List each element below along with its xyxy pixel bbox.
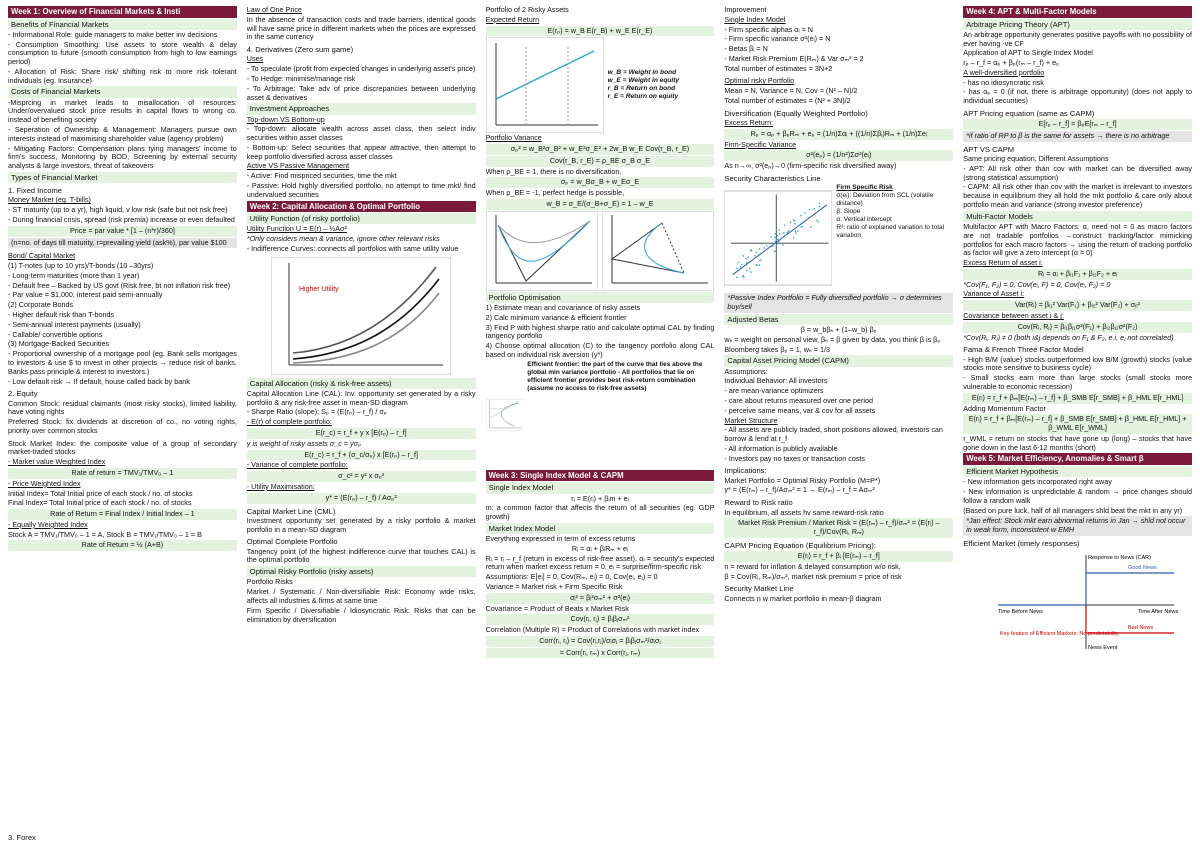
mf-text: Multifactor APT with Macro Factors: α, need not = 0 as macro factors are not tradable portfolios →construct tracking/factor mimicking portfolios for each macro factors → using the return of tracking portfolio as factor will give a zero intercept (α = 0) [963, 222, 1192, 258]
benefits-title: Benefits of Financial Markets [8, 19, 237, 30]
scatter-point [794, 220, 796, 222]
capm-line: - All assets are publicly traded, short positions allowed, investors can borrow & lend at r_f [724, 425, 943, 444]
impr-title: Improvement [724, 6, 767, 14]
scatter-point [805, 212, 807, 214]
scatter-point [777, 239, 779, 241]
bond-line: - Higher default risk than T-bonds [8, 310, 115, 320]
scatter-point [788, 230, 790, 232]
legend-line: r_B = Return on bond [607, 85, 676, 93]
sim-text: m: a common factor that affects the return of all securities (eg. GDP growth) [485, 503, 715, 522]
scatter-point [817, 220, 819, 222]
cov-text: Covariance = Product of Beats x Market Risk [485, 603, 629, 613]
sim-line: - Market Risk Premium E(Rₘ) & Var σₘ² = 2 [724, 53, 864, 63]
scatter-point [748, 256, 750, 258]
mom-title: Adding Momentum Factor [963, 403, 1046, 413]
costs-title: Costs of Financial Markets [8, 86, 237, 97]
adj-formula: β = w_bβₕ + (1–w_b) βₚ [800, 325, 877, 335]
scatter-point [779, 229, 781, 231]
emh-line: - New information is unpredictable & random → price changes should follow a random walk [963, 486, 1192, 505]
var-formula-5: Var(Rᵢ) = βᵢ₁² Var(F₁) + βᵢ₂² Var(F₂) + σₑ² [963, 300, 1192, 311]
ap-line: - Active: Find mispriced securities, time the mkt [246, 171, 397, 181]
ap-title: Active VS Passive Management [246, 161, 350, 171]
lop-title: Law of One Price [246, 6, 302, 14]
apt-title: Arbitrage Pricing Theory (APT) [963, 19, 1192, 30]
uf-note: *Only considers mean & variance, ignore other relevant risks [246, 234, 440, 244]
cba-formula: Cov(Rᵢ, Rⱼ) = βᵢ₁βⱼ₁σ²(F₁) + βᵢ₂βⱼ₂σ²(F₂) [963, 322, 1192, 333]
scatter-point [809, 209, 811, 211]
impl-line: Market Portfolio = Optimal Risky Portfolio (M=P*) [724, 475, 881, 485]
td-line: - Top-down: allocate wealth across asset class, then select indiv securities within asset classes [246, 124, 476, 143]
efficient-frontier-chart [486, 361, 524, 469]
scatter-point [775, 241, 777, 243]
scatter-point [801, 215, 803, 217]
po-title: Portfolio Optimisation [486, 292, 715, 303]
sharpe-ratio: - Sharpe Ratio (slope): Sₚ = (E(rₚ) – r_f) / σₚ [246, 407, 387, 417]
legend-line: r_E = Return on equity [607, 93, 679, 101]
rr-title: Reward to Risk ratio [724, 498, 793, 508]
column-5 [963, 6, 1192, 842]
scatter-point [777, 235, 779, 237]
mom-note: r_WML = return on stocks that have gone up (long) – stocks that have gone down in the last 6-12 months (short) [963, 433, 1192, 452]
bond-line: - Default free – Backed by US govt (Risk free, bt not inflation risk free) [8, 280, 231, 290]
pr-line: Market / Systematic / Non-diversifiable Risk: Economy wide risks, affects all industries & firms at same time [246, 587, 476, 605]
types-title: Types of Financial Market [8, 172, 237, 183]
vw-title: - Market value Weighted Index [8, 457, 106, 467]
sim-line: - Firm specific alphas αᵢ = N [724, 24, 813, 34]
apt-line: Application of APT to Single Index Model [963, 48, 1093, 58]
cba-note: *Cov(Rᵢ, Rⱼ) ≠ 0 (both i&j depends on F₁ & F₂, e.i, eⱼ not correlated) [963, 332, 1174, 342]
scatter-point [793, 219, 795, 221]
capm-line: Market Structure [724, 415, 778, 425]
scatter-point [759, 248, 761, 250]
ca-title: Capital Allocation (risky & risk-free assets) [247, 378, 476, 389]
var-formula: σ_c² = y² x σₚ² [247, 471, 476, 482]
index-title: Stock Market Index: the composite value of a group of secondary market-traded stocks [8, 438, 237, 457]
erc-title: - E(r) of complete portfolio: [246, 417, 332, 427]
key-feature-label: Key feature of Efficient Markets: No predictability [999, 631, 1119, 638]
benefit-item: - Consumption Smoothing: Use assets to store wealth & delay consumption to future (smooth consumption from high to low earnings period) [8, 39, 237, 67]
mm-line: - ST maturity (up to a yr), high liquid, v low risk (safe but not risk free) [8, 205, 228, 215]
scatter-point [776, 250, 778, 252]
sml-title: Security Market Line [724, 584, 794, 594]
scatter-point [760, 253, 762, 255]
scl-scatter-chart [724, 184, 832, 292]
scatter-point [756, 264, 758, 266]
cml-text: Investment opportunity set generated by a risky portfolio & market portfolio in a mean-SD diagram [246, 515, 476, 534]
cpe-text: n = reward for inflation & delayed consumption w/o risk, [724, 561, 901, 571]
bond-line: (3) Mortgage-Backed Securities [8, 339, 110, 349]
era-note: *Cov(F₁, F₂) = 0, Cov(eᵢ, F) = 0, Cov(eᵢ, F₂) = 0 [963, 279, 1111, 289]
fixed-income-title: 1. Fixed Income [8, 186, 63, 196]
scatter-point [736, 277, 738, 279]
ff-line: - Small stocks earn more than large stocks (small stocks more vulnerable to economic recession) [963, 373, 1192, 391]
po-line: 3) Find P with highest sharpe ratio and calculate optimal CAL by finding tangency portfolio [485, 322, 715, 341]
var-title-5: Variance of Asset i: [963, 289, 1025, 299]
ef-note: Efficient frontier: the part of the curve that lies above the global min variance portfolio - All portfolios that lie on efficient frontier provides best risk-return combination (assume no access to risk-free assets) [527, 360, 703, 392]
scatter-point [785, 235, 787, 237]
apt-line: An arbitrage opportunity generates positive payoffs with no possibility of ever having -ve CF [963, 29, 1192, 48]
scatter-point [751, 271, 753, 273]
indifference-curve-chart [271, 257, 451, 375]
cov-formula-sim: Cov(rᵢ, rⱼ) = βᵢβⱼσₘ² [486, 614, 715, 625]
wdp-line: - has no idiosyncratic risk [963, 77, 1044, 87]
capm-line: - All information is publicly available [724, 443, 838, 453]
mom-formula: E(rᵢ) = r_f + βₘ[E(rₘ) – r_f] + β_SMB E[r_SMB] + β_HML E[r_HML] + β_WML E[r_WML] [963, 414, 1192, 434]
scatter-point [749, 268, 751, 270]
scatter-point [779, 233, 781, 235]
scatter-point [775, 237, 777, 239]
bad-news-label: Bad News [1127, 625, 1153, 632]
benefit-item: - Allocation of Risk: Share risk/ shifting risk to more risk tolerant individuals (eg. Insurance) [8, 66, 237, 85]
um-formula: y* = (E(rₚ) – r_f) / Aσₚ² [247, 493, 476, 504]
response-label: Response to News (CAR) [1087, 555, 1151, 562]
po-line: 4) Choose optimal allocation (C) to the tangency portfolio along CAL based on individual risk aversion (y*) [485, 341, 715, 359]
var-title: - Variance of complete portfolio: [246, 460, 348, 470]
scatter-point [783, 232, 785, 234]
corr-formula: Corr(rᵢ, rⱼ) = Cov(rᵢ,rⱼ)/σᵢσⱼ = βᵢβⱼσₘ²/σᵢσⱼ [486, 636, 715, 647]
erc-formula: E(r_c) = r_f + y x [E(rₚ) – r_f] [247, 428, 476, 439]
scatter-point [783, 244, 785, 246]
scatter-point [794, 223, 796, 225]
vs-line: Same pricing equation, Different Assumptions [963, 154, 1109, 164]
week3-header: Week 3: Single Index Model & CAPM [486, 470, 715, 482]
mf-title: Multi-Factor Models [963, 211, 1192, 222]
time-before-label: Time Before News [997, 609, 1043, 616]
week1-header: Week 1: Overview of Financial Markets & Insti [8, 6, 237, 18]
er-title: Expected Return [485, 14, 540, 24]
legend-line: w_B = Weight in bond [607, 69, 677, 77]
column-4 [724, 6, 953, 842]
scl-title: Security Characteristics Line [724, 173, 821, 183]
scatter-point [744, 277, 746, 279]
scatter-point [787, 233, 789, 235]
excess-formula: Rₚ = αₚ + βₚRₘ + eₚ = (1/n)Σαᵢ + ((1/n)Σβᵢ)Rₘ + (1/n)Σeᵢ [724, 129, 953, 140]
fsv-note: As n→∞, σ²(eₚ)→0 (firm-specific risk diversified away) [724, 161, 897, 171]
bond-line: - Proportional ownership of a mortgage pool (eg. Bank sells mortgages to investors & use $ to invest in other projects → reduce risk of banks. Banks pass principle & interest to investors.) [8, 349, 237, 376]
vs-title: APT VS CAPM [963, 144, 1015, 154]
capm-line: Individual Behavior: All investors [724, 376, 828, 386]
scl-legend-item: σ(eᵢ): Deviation from SCL (volatile distance) [836, 192, 934, 208]
rho2-formula: w_B = σ_E/(σ_B+σ_E) = 1 – w_E [486, 199, 715, 210]
mim-text-2: Rᵢ = rᵢ – r_f (return in excess of risk-free asset), αᵢ = security's expected return when market excess return = 0, eᵢ = surprise/firm-specific risk [485, 553, 715, 572]
cost-item: -Misprcing in market leads to misallocation of resources: Under/overvalued stock price results in capital flows to wrong co. instead of benefiting society [8, 97, 237, 125]
legend-line: w_E = Weight in equity [607, 77, 680, 85]
vs-line: - APT: All risk other than cov with market can be diversified away (strong statistical assumption) [963, 163, 1192, 182]
pw-final: Final Index= Total Initial price of each stock / no. of stocks [8, 498, 192, 508]
ape-formula: E[rₚ – r_f] = βₚE[rₘ – r_f] [963, 119, 1192, 130]
variance-text: Variance = Market risk + Firm Specific Risk [485, 582, 623, 591]
scatter-point [736, 268, 738, 270]
sim-title: Single Index Model [486, 482, 715, 493]
scatter-point [764, 247, 766, 249]
deriv-title: 4. Derivatives (Zero sum game) [246, 45, 354, 55]
scl-legend-item: α: Vertical intercept [836, 215, 892, 223]
era-formula: Rᵢ = αᵢ + βᵢ₁F₁ + βᵢ₂F₂ + eᵢ [963, 269, 1192, 280]
ape-title: APT Pricing equation (same as CAPM) [963, 109, 1095, 118]
week5-header: Week 5: Market Efficiency, Anomalies & Smart β [963, 453, 1192, 465]
pr-line: Firm Specific / Diversifiable / Idiosyncratic Risk: Risks that can be elimination by diversification [246, 605, 476, 624]
ape-note: *if ratio of RP to β is the same for assets → there is no arbitrage [963, 131, 1192, 142]
scatter-point [740, 266, 742, 268]
scatter-point [771, 237, 773, 239]
vs-line: - CAPM: All risk other than cov with the market is irrelevant to investors because in equilibrium they all hold the mkt portfolio & care only about portfolio mean and variance (strong investor preference) [963, 182, 1192, 209]
corr-text: Correlation (Multiple R) = Product of Correlations with market index [485, 625, 700, 635]
scatter-point [741, 264, 743, 266]
uf-formula: Utility Function U = E(r) – ½Aσ² [246, 224, 347, 234]
impl-formula: y* = (E(rₘ) – r_f)/Aσₘ² = 1 → E(rₘ) – r_f = Aσₘ² [724, 485, 875, 495]
pr-title: Portfolio Risks [246, 577, 293, 587]
rr-text: In equilibrium, all assets hv same reward-risk ratio [724, 507, 884, 517]
ap-line: - Passive: Hold highly diversified portfolio, no attempt to time mkt/ find undervalued securities [246, 181, 476, 199]
sim-line: Total number of estimates = 3N+2 [724, 63, 833, 73]
pv-formula: σₚ² = w_B²σ_B² + w_E²σ_E² + 2w_B w_E Cov(r_B, r_E) [486, 144, 715, 155]
benefit-item: - Informational Role: guide managers to make better inv decisions [8, 29, 218, 39]
price-formula: Price = par value * [1 – (n*r)/360] [8, 226, 237, 237]
emh-title: Efficient Market Hypothesis [963, 466, 1192, 477]
price-note: (n=no. of days till maturity, r=prevailing yield (ask%), par value $100 [8, 238, 237, 249]
mm-line: - During financial crisis, spread (risk premia) increase or even defaulted [8, 215, 235, 224]
sim-line: - Betas βᵢ = N [724, 44, 768, 54]
orp-total: Total number of estimates = (N² + 3N)/2 [724, 96, 851, 106]
scl-legend-title: Firm Specific Risk [836, 184, 893, 192]
ocp-text: Tangency point (of the highest indifference curve that touches CAL) is the optimal portfolio [246, 546, 476, 565]
scatter-point [819, 203, 821, 205]
wdp-line: - has αₚ = 0 (if not, there is arbitrage opportunity) (does not apply to individual securities) [963, 87, 1192, 106]
scatter-point [738, 262, 740, 264]
capm-line: - Investors pay no taxes or transaction costs [724, 453, 866, 463]
scl-legend-item: β: Slope [836, 207, 861, 215]
equity-line: Preferred Stock: fix dividends at discretion of co., no voting rights, priority over common stocks [8, 417, 237, 435]
bond-line: (1) T-notes (up to 10 yrs)/T-bonds (10 –30yrs) [8, 261, 154, 271]
time-after-label: Time After News [1137, 609, 1178, 616]
passive-note: *Passive Index Portfolio = Fully diversified portfolio → σ determines buy/sell [724, 293, 953, 313]
pv-title: Portfolio Variance [485, 133, 542, 143]
cpe-title: CAPM Pricing Equation (Equilibrium Pricing): [724, 540, 876, 550]
forex-title: 3. Forex [8, 832, 36, 842]
orp-title: Optimal Risky Portfolio (risky assets) [247, 566, 476, 577]
wdp-title: A well-diversified portfolio [963, 67, 1045, 77]
cov-formula: Cov(r_B, r_E) = ρ_BE σ_B σ_E [486, 156, 715, 167]
scatter-point [756, 252, 758, 254]
cpe-formula: E(rᵢ) = r_f + βᵢ [E(rₘ) – r_f] [724, 551, 953, 562]
scatter-point [746, 258, 748, 260]
corr-formula-2: = Corr(rᵢ, rₘ) x Corr(rⱼ, rₘ) [486, 648, 715, 659]
adj-text: wₕ = weight on personal view, βₕ = β given by data, you think β is βₚ [724, 334, 941, 344]
scatter-point [778, 241, 780, 243]
ff-formula: E(rᵢ) = r_f + βₘ[E(rₘ) – r_f] + β_SMB E[r_SMB] + β_HML E[r_HML] [963, 393, 1192, 404]
scatter-point [772, 246, 774, 248]
use-line: - To Arbitrage: Take adv of price discrepancies between underlying asset & derivatives [246, 83, 476, 102]
scatter-point [774, 243, 776, 245]
mim-title: Market Index Model [486, 523, 715, 534]
pw-rate: Rate of Return = Final Index / Initial Index – 1 [8, 509, 237, 520]
orp-line: Mean = N, Variance = N, Cov = (N² – N)/2 [724, 86, 858, 96]
scatter-point [790, 222, 792, 224]
era-title: Excess Return of asset i: [963, 258, 1043, 268]
cost-item: - Mitigating Factors: Compensation plans tying managers' income to firm's success, Monitoring by BOD, Screening by external security analysts & large investors, threat of takeovers [8, 143, 237, 171]
scl-legend-item: R²: ratio of explained variation to total variation [836, 223, 945, 239]
money-market-title: Money Market (eg. T-bills) [8, 195, 91, 205]
week4-header: Week 4: APT & Multi-Factor Models [963, 6, 1192, 18]
use-line: - To speculate (profit from expected changes in underlying asset's price) [246, 64, 476, 74]
orp-title-4: Optimal risky Portfolio [724, 76, 795, 86]
rr-formula: Market Risk Premium / Market Risk = (E(rₘ) – r_f)/σₘ² = (E(rᵢ) – r_f)/Cov(Rᵢ, Rₘ) [724, 518, 953, 538]
td-line: - Bottom-up: Select securities that appear attractive, then attempt to keep portfolio diversified across asset classes [246, 142, 476, 161]
pw-initial: Initial Index= Total Initial price of each stock / no. of stocks [8, 488, 193, 498]
ew-rate: Rate of Return = ½ (A+B) [8, 540, 237, 551]
po-line: 2) Calc minimum variance & efficient frontier [485, 312, 627, 322]
cpe-beta: β = Cov(Rᵢ, Rₘ)/σₘ², market risk premium = price of risk [724, 571, 902, 581]
scatter-point [775, 233, 777, 235]
emh-line: (Based on pure luck, half of all managers shld beat the mkt in any yr) [963, 505, 1183, 515]
emh-line: - New information gets incorporated right away [963, 477, 1112, 487]
bond-line: - Long-term maturities (more than 1 year) [8, 270, 140, 280]
ew-title: - Equally Weighted Index [8, 519, 88, 529]
td-title: Top-down VS Bottom-up [246, 114, 325, 124]
news-event-label: News Event [1087, 645, 1117, 652]
cost-item: - Seperation of Ownership & Management: Managers pursue own interests instead of maximising shareholder value (agency problem) [8, 125, 237, 143]
adj-bb: Bloomberg takes βₚ = 1, wₕ = 1/3 [724, 344, 830, 354]
sim-title-4: Single Index Model [724, 14, 786, 24]
po-line: 1) Estimate mean and covariance of risky assets [485, 303, 641, 313]
excess-title: Excess Return: [724, 118, 774, 128]
apt-line: rₚ – r_f = αₚ + βₚ(rₘ – r_f) + eₚ [963, 58, 1060, 68]
fsv-title: Firm-Specific Variance [724, 139, 797, 149]
bond-line: - Par value = $1,000, interest paid semi-annually [8, 290, 163, 300]
efficient-market-chart [978, 549, 1178, 653]
lop-text: In the absence of transaction costs and trade barriers, identical goods will have same price in different markets when the prices are expressed in the same currency [246, 14, 476, 42]
scatter-point [743, 255, 745, 257]
higher-utility-label: Higher Utility [299, 285, 339, 293]
scatter-point [755, 255, 757, 257]
bond-line: - Semi-annual interest payments (usually) [8, 319, 141, 329]
uf-title: Utility Function (of risky portfolio) [247, 213, 476, 224]
mean-sd-chart [602, 211, 714, 291]
scatter-point [759, 265, 761, 267]
jan-note: *Jan effect: Stock mkt earn abnormal returns in Jan → shld not occur in weak form, inconsistent w EMH [963, 516, 1192, 536]
scatter-point [759, 260, 761, 262]
cba-title: Covariance between asset i & j: [963, 311, 1064, 321]
ff-title: Fama & French Three Factor Model [963, 345, 1084, 355]
capm-line: - are mean-variance optimizers [724, 386, 824, 396]
capm-title: Capital Asset Pricing Model (CAPM) [724, 355, 953, 366]
equity-line: Common Stock: residual claimants (most risky stocks), limited liability, have voting rights [8, 398, 237, 417]
scatter-point [774, 251, 776, 253]
capm-line: - care about returns measured over one period [724, 395, 874, 405]
scatter-point [766, 245, 768, 247]
um-title: - Utility Maximisation: [246, 481, 315, 491]
impl-title: Implications: [724, 466, 767, 476]
mim-text-1: Everything expressed in term of excess returns [485, 534, 636, 544]
bond-line: - Low default risk → If default, house called back by bank [8, 376, 190, 386]
good-news-label: Good News [1127, 565, 1157, 572]
expected-return-chart [486, 37, 604, 133]
ca-text: Capital Allocation Line (CAL): Inv. opportunity set generated by a risky portfolio & any risk-free asset in mean-SD diagram [246, 388, 476, 407]
scatter-point [750, 250, 752, 252]
column-3 [486, 6, 715, 842]
scatter-point [797, 230, 799, 232]
equity-title: 2. Equity [8, 389, 38, 399]
column-1 [8, 6, 237, 842]
capm-assume: Assumptions: [724, 366, 768, 376]
er-formula: E(rₚ) = w_B E(r_B) + w_E E(r_E) [486, 26, 715, 37]
scatter-point [747, 270, 749, 272]
scatter-point [818, 221, 820, 223]
pw-title: - Price Weighted Index [8, 478, 81, 488]
assumptions: Assumptions: E[eᵢ] = 0, Cov(Rₘ, eᵢ) = 0, Cov(eᵢ, eⱼ) = 0 [485, 572, 658, 582]
sim-formula: rᵢ = E(rᵢ) + βᵢm + eᵢ [571, 493, 629, 503]
scatter-point [811, 227, 813, 229]
ocp-title: Optimal Complete Portfolio [246, 537, 338, 547]
cml-title: Capital Market Line (CML) [246, 506, 336, 516]
sml-text: Connects n w market portfolio in mean-β diagram [724, 593, 882, 603]
sim-line: - Firm specific variance σ²(eᵢ) = N [724, 34, 831, 44]
bond-line: (2) Corporate Bonds [8, 300, 74, 310]
uf-ind: - Indifference Curves: connects all portfolios with same utility value [246, 243, 459, 253]
ff-line: - High B/M (value) stocks outperformed low B/M (growth) stocks (value stocks more sensitive to business cycle) [963, 354, 1192, 373]
capm-line: - perceive same means, var & cov for all assets [724, 405, 876, 415]
rho1-formula: σₚ = w_Bσ_B + w_Eσ_E [486, 177, 715, 188]
rho2-text: When ρ_BE = -1, perfect hedge is possible, [485, 188, 625, 198]
uses-title: Uses [246, 54, 264, 64]
mim-formula: Rᵢ = αᵢ + βᵢRₘ + eᵢ [571, 543, 629, 553]
ew-stock: Stock A = TMV₁/TMV₀ – 1 = A, Stock B = TMV₁/TMV₀ – 1 = B [8, 529, 202, 539]
weight-sd-chart [486, 211, 598, 291]
fsv-formula: σ²(eₚ) = (1/n²)Σσ²(eᵢ) [724, 150, 953, 161]
scatter-point [796, 233, 798, 235]
scatter-point [819, 206, 821, 208]
use-line: - To Hedge: minimise/manage risk [246, 73, 356, 83]
scatter-point [795, 231, 797, 233]
scatter-point [793, 237, 795, 239]
column-2 [247, 6, 476, 842]
bond-title: Bond/ Capital Market [8, 251, 76, 261]
rho1-text: When ρ_BE = 1, there is no diversification, [485, 166, 622, 176]
bond-line: - Callable/ convertible options [8, 329, 103, 339]
scatter-point [784, 225, 786, 227]
adj-title: Adjusted Betas [724, 314, 953, 325]
y-note: y is weight of risky assets σ_c = yσₚ [246, 438, 362, 448]
vw-formula: Rate of return = TMV₁/TMV₀ – 1 [8, 468, 237, 479]
week2-header: Week 2: Capital Allocation & Optimal Portfolio [247, 201, 476, 213]
div-title: Diversification (Equally Weighted Portfolio) [724, 108, 868, 118]
scatter-point [746, 262, 748, 264]
em-title: Efficient Market (timely responses) [963, 538, 1080, 548]
scatter-point [814, 208, 816, 210]
scatter-point [801, 226, 803, 228]
inv-title: Investment Approaches [247, 103, 476, 114]
erc-formula-2: E(r_c) = r_f + (σ_c/σₚ) x [E(rₚ) – r_f] [247, 450, 476, 461]
variance-formula: σᵢ² = βᵢ²σₘ² + σ²(eᵢ) [486, 593, 715, 604]
p2-title: Portfolio of 2 Risky Assets [485, 6, 569, 14]
